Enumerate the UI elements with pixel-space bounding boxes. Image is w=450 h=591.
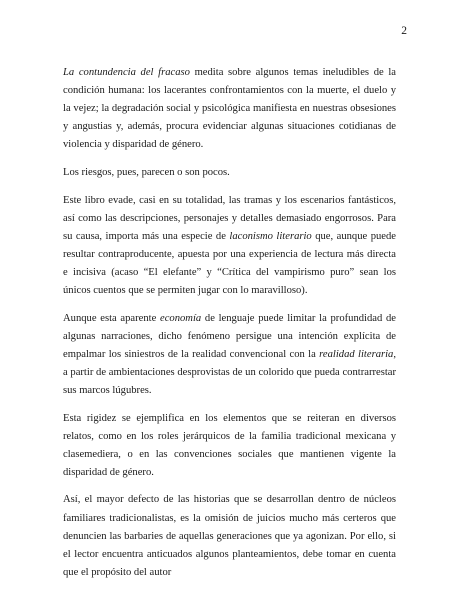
paragraph-2	[63, 164, 396, 182]
paragraph-4	[63, 310, 396, 400]
paragraph-3	[63, 192, 396, 301]
text-segment: Así, el mayor defecto de las historias que se desarrollan dentro de núcleos familiares tradicionalistas, es la omisión de juicios mucho más certeros que denuncien las barbaries de aquellas generaciones que ya agonizan. Por ello, si el lector encuentra anticuados algunos planteamientos, debe tomar en cuenta que el propósito del autor	[63, 494, 396, 578]
emphasis-term: laconismo literario	[229, 230, 312, 242]
paragraph-5	[63, 410, 396, 482]
text-segment: , a partir de ambientaciones desprovistas de un colorido que pueda contrarrestar sus marcos lúgubres.	[63, 348, 397, 396]
text-segment: Los riesgos, pues, parecen o son pocos.	[63, 166, 230, 178]
book-title: La contundencia del fracaso	[63, 67, 190, 78]
page-number: 2	[401, 25, 407, 37]
text-segment: de lenguaje puede limitar la profundidad de algunas narraciones, dicho fenómeno persigue una intención explícita de empalmar los siniestros de la realidad convencional con la	[63, 312, 396, 360]
paragraph-1	[63, 64, 396, 154]
text-segment: que, aunque puede resultar contraproducente, apuesta por una experiencia de lectura más directa e incisiva (acaso “El elefante” y “Crítica del vampirismo puro” sean los únicos cuentos que se permiten jugar con lo maravilloso).	[63, 230, 396, 297]
text-segment: medita sobre algunos temas ineludibles de la condición humana: los lacerantes confrontamientos con la muerte, el duelo y la vejez; la degradación social y psicológica manifiesta en nuestras obsesiones y angustias y, además, procura evidenciar algunas situaciones cotidianas de violencia y disparidad de género.	[63, 67, 396, 151]
paragraph-6	[63, 491, 396, 581]
text-segment: Este libro evade, casi en su totalidad, las tramas y los escenarios fantásticos, así como las descripciones, personajes y detalles demasiado engorrosos. Para su causa, importa más una especie de	[63, 194, 396, 242]
text-segment: Esta rigidez se ejemplifica en los elementos que se reiteran en diversos relatos, como en los roles jerárquicos de la familia tradicional mexicana y clasemediera, o en las convenciones sociales que mantienen vigente la disparidad de género.	[63, 412, 396, 478]
text-segment: Aunque esta aparente	[63, 312, 161, 324]
body-text	[63, 64, 396, 591]
emphasis-term: realidad literaria	[319, 348, 394, 360]
emphasis-term: economía	[160, 312, 202, 324]
